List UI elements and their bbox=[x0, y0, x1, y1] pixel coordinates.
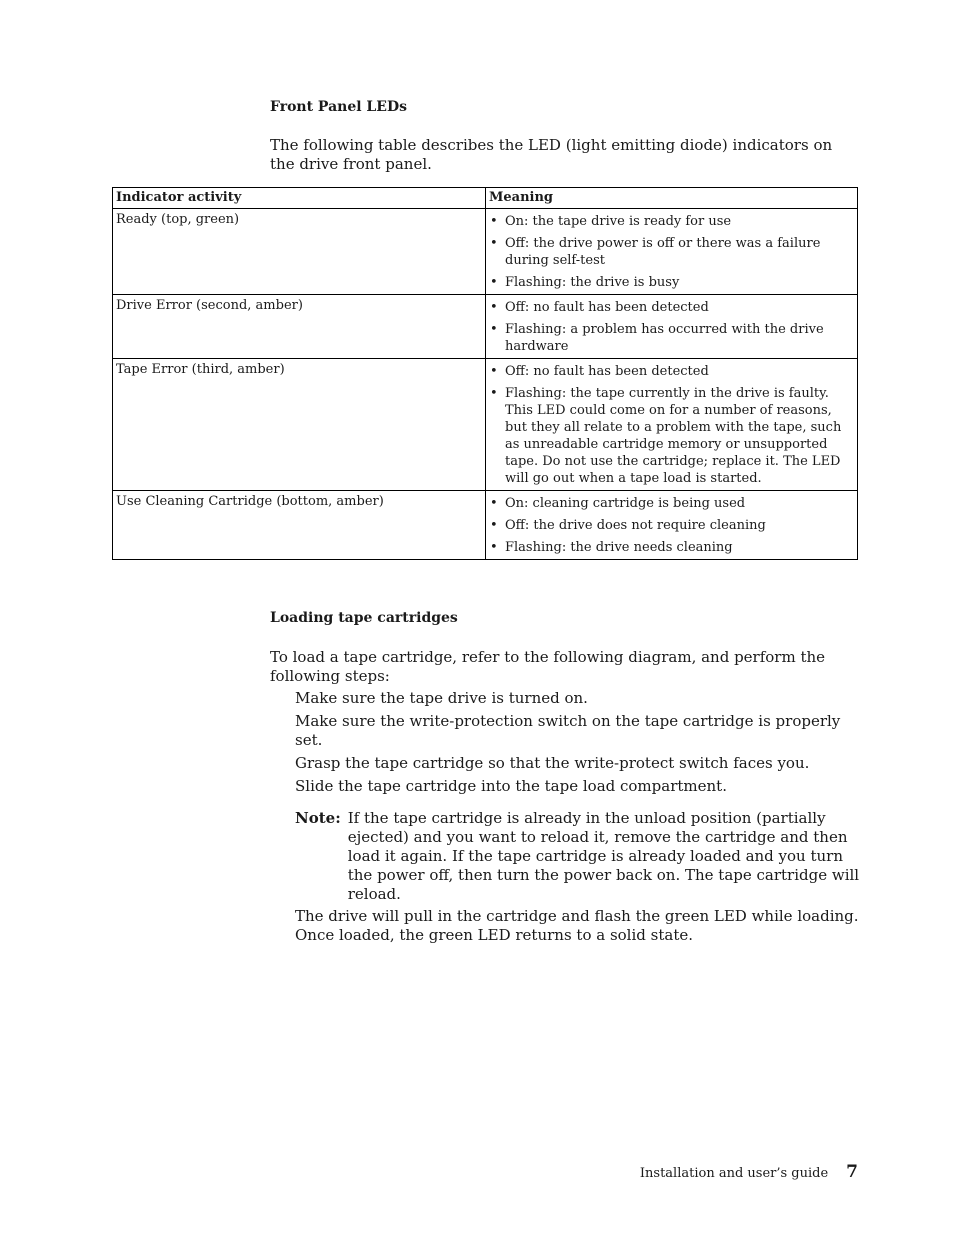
list-item: • Off: no fault has been detected bbox=[489, 363, 854, 380]
table-row bbox=[113, 209, 858, 295]
indicator-cell: Tape Error (third, amber) bbox=[113, 359, 486, 491]
intro-paragraph: The following table describes the LED (light emitting diode) indicators on the drive front panel. bbox=[270, 136, 833, 173]
list-item: • On: the tape drive is ready for use bbox=[489, 213, 854, 230]
column-header-indicator: Indicator activity bbox=[113, 188, 486, 209]
note-label: Note: bbox=[295, 809, 341, 827]
meaning-list bbox=[489, 213, 854, 291]
meaning-list bbox=[489, 363, 854, 487]
led-indicator-table bbox=[112, 187, 858, 560]
loading-intro-paragraph: To load a tape cartridge, refer to the following diagram, and perform the following steps: bbox=[270, 648, 826, 685]
indicator-cell: Drive Error (second, amber) bbox=[113, 295, 486, 359]
step-item: Make sure the write-protection switch on the tape cartridge is properly set. bbox=[295, 712, 841, 749]
step-item: Grasp the tape cartridge so that the write-protect switch faces you. bbox=[295, 754, 810, 772]
section-heading-front-panel-leds: Front Panel LEDs bbox=[270, 99, 407, 115]
list-item: • Off: the drive does not require cleaning bbox=[489, 517, 854, 534]
meaning-cell bbox=[486, 295, 858, 359]
list-item: • Flashing: the tape currently in the drive is faulty. This LED could come on for a number of reasons, but they all relate to a problem with the tape, such as unreadable cartridge memory or unsupported tape. Do not use the cartridge; replace it. The LED will go out when a tape load is started. bbox=[489, 385, 854, 487]
note-text: If the tape cartridge is already in the unload position (partially ejected) and you want to reload it, remove the cartridge and then load it again. If the tape cartridge is already loaded and you turn the power off, then turn the power back on. The tape cartridge will reload. bbox=[347, 809, 860, 903]
table-row bbox=[113, 359, 858, 491]
meaning-list bbox=[489, 299, 854, 355]
section-heading-loading-tape-cartridges: Loading tape cartridges bbox=[270, 610, 458, 626]
page-number: 7 bbox=[846, 1162, 858, 1182]
step-item: Slide the tape cartridge into the tape load compartment. bbox=[295, 777, 727, 795]
meaning-cell bbox=[486, 209, 858, 295]
list-item: • On: cleaning cartridge is being used bbox=[489, 495, 854, 512]
step-item: Make sure the tape drive is turned on. bbox=[295, 689, 588, 707]
column-header-meaning: Meaning bbox=[486, 188, 858, 209]
note-block bbox=[295, 809, 860, 904]
table-header-row bbox=[113, 188, 858, 209]
list-item: • Off: no fault has been detected bbox=[489, 299, 854, 316]
table-row bbox=[113, 491, 858, 560]
page-footer bbox=[640, 1162, 858, 1182]
list-item: • Flashing: the drive needs cleaning bbox=[489, 539, 854, 556]
step-result: The drive will pull in the cartridge and flash the green LED while loading. Once loaded, the green LED returns to a solid state. bbox=[295, 907, 859, 944]
meaning-cell bbox=[486, 359, 858, 491]
list-item: • Flashing: the drive is busy bbox=[489, 274, 854, 291]
meaning-cell bbox=[486, 491, 858, 560]
list-item: • Flashing: a problem has occurred with the drive hardware bbox=[489, 321, 854, 355]
list-item: • Off: the drive power is off or there was a failure during self-test bbox=[489, 235, 854, 269]
indicator-cell: Ready (top, green) bbox=[113, 209, 486, 295]
loading-steps bbox=[295, 689, 860, 945]
footer-title: Installation and user’s guide bbox=[639, 1166, 829, 1181]
meaning-list bbox=[489, 495, 854, 556]
table-row bbox=[113, 295, 858, 359]
indicator-cell: Use Cleaning Cartridge (bottom, amber) bbox=[113, 491, 486, 560]
